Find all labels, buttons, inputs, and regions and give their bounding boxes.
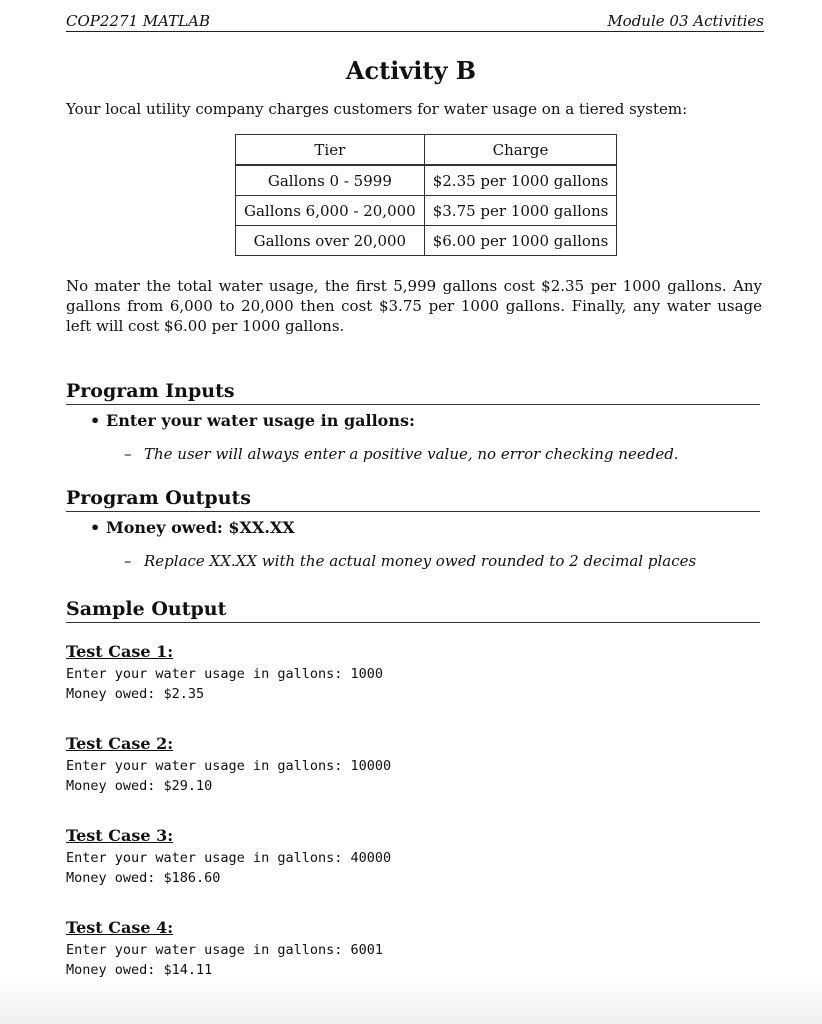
pricing-paragraph: No mater the total water usage, the first 5,999 gallons cost $2.35 per 1000 gallons. Any gallons from 6,000 to 20,000 then cost $3.75 per 1000 gallons. Finally, any water usage left will cost $6.00 per 1000 gallons. <box>66 277 762 335</box>
outputs-bullet-text: Money owed: $XX.XX <box>106 518 295 537</box>
code-line: Enter your water usage in gallons: 10000 <box>66 758 392 774</box>
test-case-title: Test Case 4: <box>66 918 174 937</box>
code-line: Money owed: $29.10 <box>66 778 213 794</box>
header-course: COP2271 MATLAB <box>66 12 211 30</box>
inputs-bullet <box>90 411 415 430</box>
tier-table-header-row <box>236 135 617 166</box>
tier-table <box>235 134 617 256</box>
header-module: Module 03 Activities <box>607 12 764 30</box>
test-case-title: Test Case 1: <box>66 642 174 661</box>
inputs-bullet-text: Enter your water usage in gallons: <box>106 411 415 430</box>
code-line: Enter your water usage in gallons: 6001 <box>66 942 383 958</box>
test-case-output <box>66 848 391 888</box>
test-case-output <box>66 940 383 980</box>
test-case-title: Test Case 3: <box>66 826 174 845</box>
bullet-icon: • <box>90 518 101 537</box>
inputs-heading: Program Inputs <box>66 380 760 405</box>
outputs-heading: Program Outputs <box>66 487 760 512</box>
code-line: Enter your water usage in gallons: 40000 <box>66 850 392 866</box>
tier-cell: Gallons 6,000 - 20,000 <box>236 196 425 226</box>
test-case-output <box>66 664 383 704</box>
inputs-note-text: The user will always enter a positive value, no error checking needed. <box>144 445 679 463</box>
code-line: Money owed: $186.60 <box>66 870 221 886</box>
tier-cell: Gallons over 20,000 <box>236 226 425 256</box>
outputs-note-text: Replace XX.XX with the actual money owed rounded to 2 decimal places <box>144 552 697 570</box>
test-case-output <box>66 756 391 796</box>
code-line: Money owed: $14.11 <box>66 962 213 978</box>
running-header <box>66 12 764 32</box>
charge-column-header: Charge <box>424 135 617 166</box>
outputs-note <box>124 552 696 570</box>
page-bottom-edge <box>0 978 822 1024</box>
charge-cell: $2.35 per 1000 gallons <box>424 165 617 196</box>
charge-cell: $3.75 per 1000 gallons <box>424 196 617 226</box>
charge-cell: $6.00 per 1000 gallons <box>424 226 617 256</box>
tier-column-header: Tier <box>236 135 425 166</box>
table-row <box>236 165 617 196</box>
test-case-title: Test Case 2: <box>66 734 174 753</box>
page-title: Activity B <box>345 56 477 85</box>
table-row <box>236 196 617 226</box>
bullet-icon: • <box>90 411 101 430</box>
code-line: Enter your water usage in gallons: 1000 <box>66 666 383 682</box>
table-row <box>236 226 617 256</box>
intro-text: Your local utility company charges customers for water usage on a tiered system: <box>66 100 688 118</box>
outputs-bullet <box>90 518 295 537</box>
inputs-note <box>124 445 679 463</box>
dash-icon: – <box>124 445 132 463</box>
sample-heading: Sample Output <box>66 598 760 623</box>
dash-icon: – <box>124 552 132 570</box>
code-line: Money owed: $2.35 <box>66 686 205 702</box>
tier-cell: Gallons 0 - 5999 <box>236 165 425 196</box>
